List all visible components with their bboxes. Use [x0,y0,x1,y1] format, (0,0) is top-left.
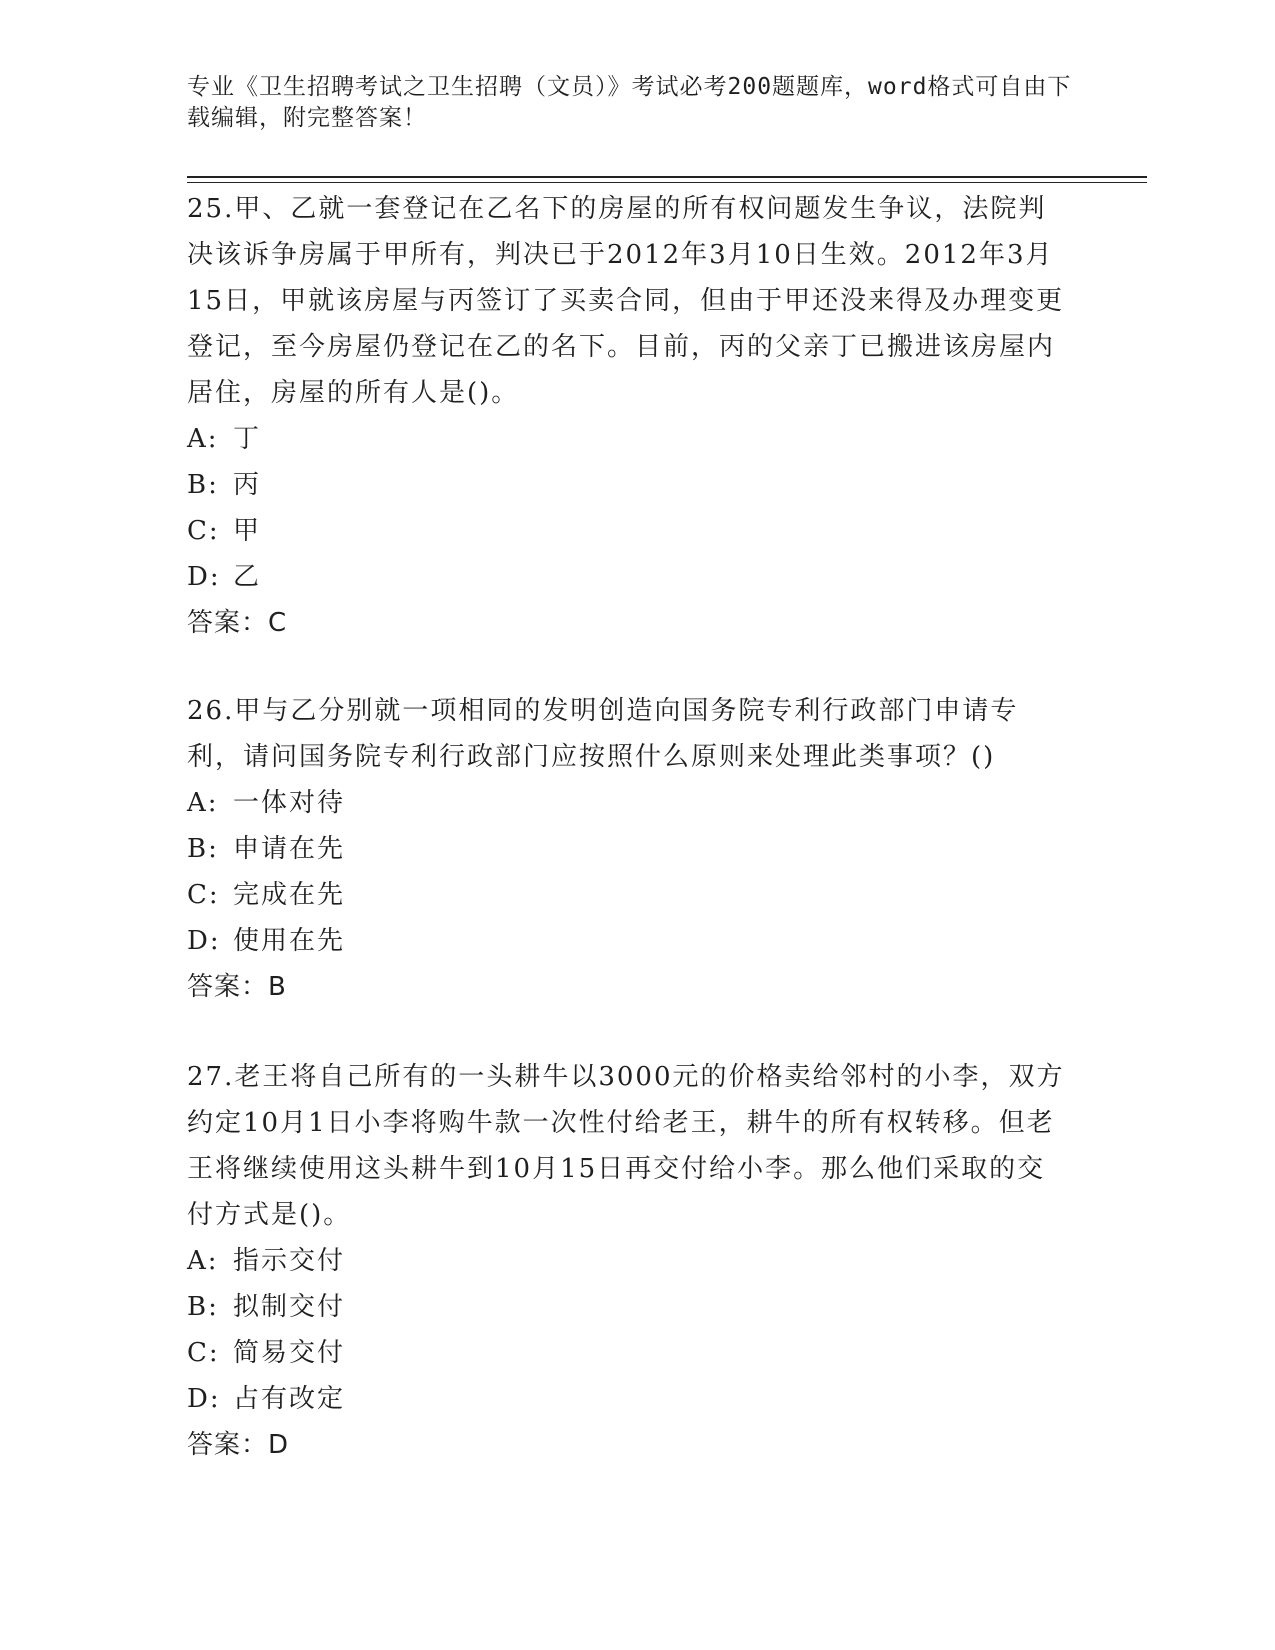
option-list [187,416,1067,600]
question-text: 27.老王将自己所有的一头耕牛以3000元的价格卖给邻村的小李，双方约定10月1日小李将购牛款一次性付给老王，耕牛的所有权转移。但老王将继续使用这头耕牛到10月15日再交付给小李。那么他们采取的交付方式是()。 [187,1062,1065,1230]
option-letter: C: [187,516,220,546]
option-text: 丙 [233,470,262,500]
option-text: 拟制交付 [233,1292,346,1322]
header-divider-thin [187,182,1147,183]
question-text: 26.甲与乙分别就一项相同的发明创造向国务院专利行政部门申请专利，请问国务院专利行政部门应按照什么原则来处理此类事项？() [187,696,1019,772]
answer: 答案：D [187,1430,290,1460]
question-25 [187,186,1067,646]
option-letter: C: [187,1338,220,1368]
option-a [187,416,1067,462]
question-27 [187,1054,1067,1468]
option-text: 使用在先 [233,926,346,956]
option-c [187,1330,1067,1376]
option-text: 一体对待 [233,788,346,818]
option-c [187,508,1067,554]
option-a [187,780,1067,826]
option-letter: B: [187,834,219,864]
option-c [187,872,1067,918]
question-26 [187,688,1067,1010]
question-text: 25.甲、乙就一套登记在乙名下的房屋的所有权问题发生争议，法院判决该诉争房属于甲所有，判决已于2012年3月10日生效。2012年3月15日，甲就该房屋与丙签订了买卖合同，但由于甲还没来得及办理变更登记，至今房屋仍登记在乙的名下。目前，丙的父亲丁已搬进该房屋内居住，房屋的所有人是()。 [187,194,1065,408]
option-letter: C: [187,880,220,910]
option-b [187,826,1067,872]
option-text: 乙 [233,562,262,592]
option-b [187,1284,1067,1330]
option-d [187,554,1067,600]
document-header: 专业《卫生招聘考试之卫生招聘（文员）》考试必考200题题库，word格式可自由下载编辑，附完整答案！ [187,74,1072,131]
option-letter: D: [187,562,221,592]
option-text: 占有改定 [233,1384,346,1414]
option-text: 简易交付 [233,1338,346,1368]
option-letter: B: [187,1292,219,1322]
option-a [187,1238,1067,1284]
option-text: 申请在先 [233,834,346,864]
option-letter: D: [187,1384,221,1414]
option-text: 丁 [233,424,262,454]
option-list [187,1238,1067,1422]
option-d [187,1376,1067,1422]
option-letter: A: [187,1246,219,1276]
answer: 答案：C [187,608,288,638]
option-text: 完成在先 [233,880,346,910]
option-letter: A: [187,788,219,818]
option-text: 指示交付 [233,1246,346,1276]
header-divider [187,176,1147,178]
option-letter: B: [187,470,219,500]
option-text: 甲 [233,516,262,546]
option-letter: D: [187,926,221,956]
answer: 答案：B [187,972,287,1002]
option-list [187,780,1067,964]
option-b [187,462,1067,508]
option-d [187,918,1067,964]
option-letter: A: [187,424,219,454]
